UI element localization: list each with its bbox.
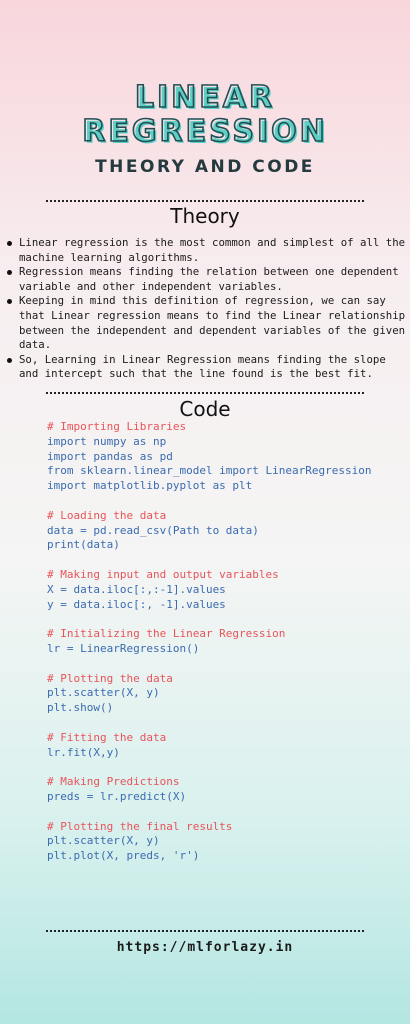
code-line: X = data.iloc[:,:-1].values [47, 582, 226, 596]
divider-middle [46, 392, 364, 394]
theory-bullet: Linear regression is the most common and simplest of all the machine learning algorithms. [4, 236, 406, 265]
code-line: data = pd.read_csv(Path to data) [47, 523, 259, 537]
code-line: import matplotlib.pyplot as plt [47, 479, 253, 493]
theory-bullet: Regression means finding the relation between one dependent variable and other independent variables. [4, 265, 406, 294]
code-comment-line: # Plotting the data [47, 671, 173, 685]
code-comment-line: # Making input and output variables [47, 567, 279, 581]
theory-heading: Theory [170, 204, 240, 228]
code-line: preds = lr.predict(X) [47, 789, 187, 803]
code-comment-line: # Importing Libraries [47, 420, 187, 433]
code-blank-line [47, 494, 407, 509]
code-line: plt.show() [47, 701, 114, 715]
code-line: lr.fit(X,y) [47, 745, 120, 759]
code-comment-line: # Making Predictions [47, 775, 180, 789]
code-line: plt.scatter(X, y) [47, 686, 160, 700]
code-blank-line [47, 657, 407, 672]
code-blank-line [47, 612, 407, 627]
footer-url[interactable]: https://mlforlazy.in [116, 940, 294, 955]
code-heading: Code [179, 397, 231, 421]
code-blank-line [47, 553, 407, 568]
code-line: import numpy as np [47, 434, 167, 448]
code-block [47, 420, 407, 864]
theory-bullet: So, Learning in Linear Regression means finding the slope and intercept such that the line found is the best fit. [4, 353, 406, 382]
title-line-1: LINEAR [134, 80, 276, 115]
code-line: print(data) [47, 538, 120, 552]
divider-top [46, 200, 364, 202]
divider-bottom [46, 930, 364, 932]
subtitle: THEORY AND CODE [95, 157, 315, 177]
code-comment-line: # Initializing the Linear Regression [47, 627, 286, 641]
code-comment-line: # Plotting the final results [47, 819, 233, 833]
code-line: from sklearn.linear_model import LinearRegression [47, 464, 372, 478]
code-line: plt.plot(X, preds, 'r') [47, 849, 200, 863]
code-line: lr = LinearRegression() [47, 641, 200, 655]
title-line-2: REGRESSION [82, 114, 328, 149]
code-comment-line: # Loading the data [47, 508, 167, 522]
code-blank-line [47, 716, 407, 731]
code-comment-line: # Fitting the data [47, 730, 167, 744]
theory-list [4, 236, 406, 382]
code-line: plt.scatter(X, y) [47, 834, 160, 848]
code-line: y = data.iloc[:, -1].values [47, 597, 226, 611]
code-blank-line [47, 760, 407, 775]
theory-bullet: Keeping in mind this definition of regression, we can say that Linear regression means to find the Linear relationship between the independent and dependent variables of the given data. [4, 294, 406, 352]
code-blank-line [47, 805, 407, 820]
code-line: import pandas as pd [47, 449, 173, 463]
